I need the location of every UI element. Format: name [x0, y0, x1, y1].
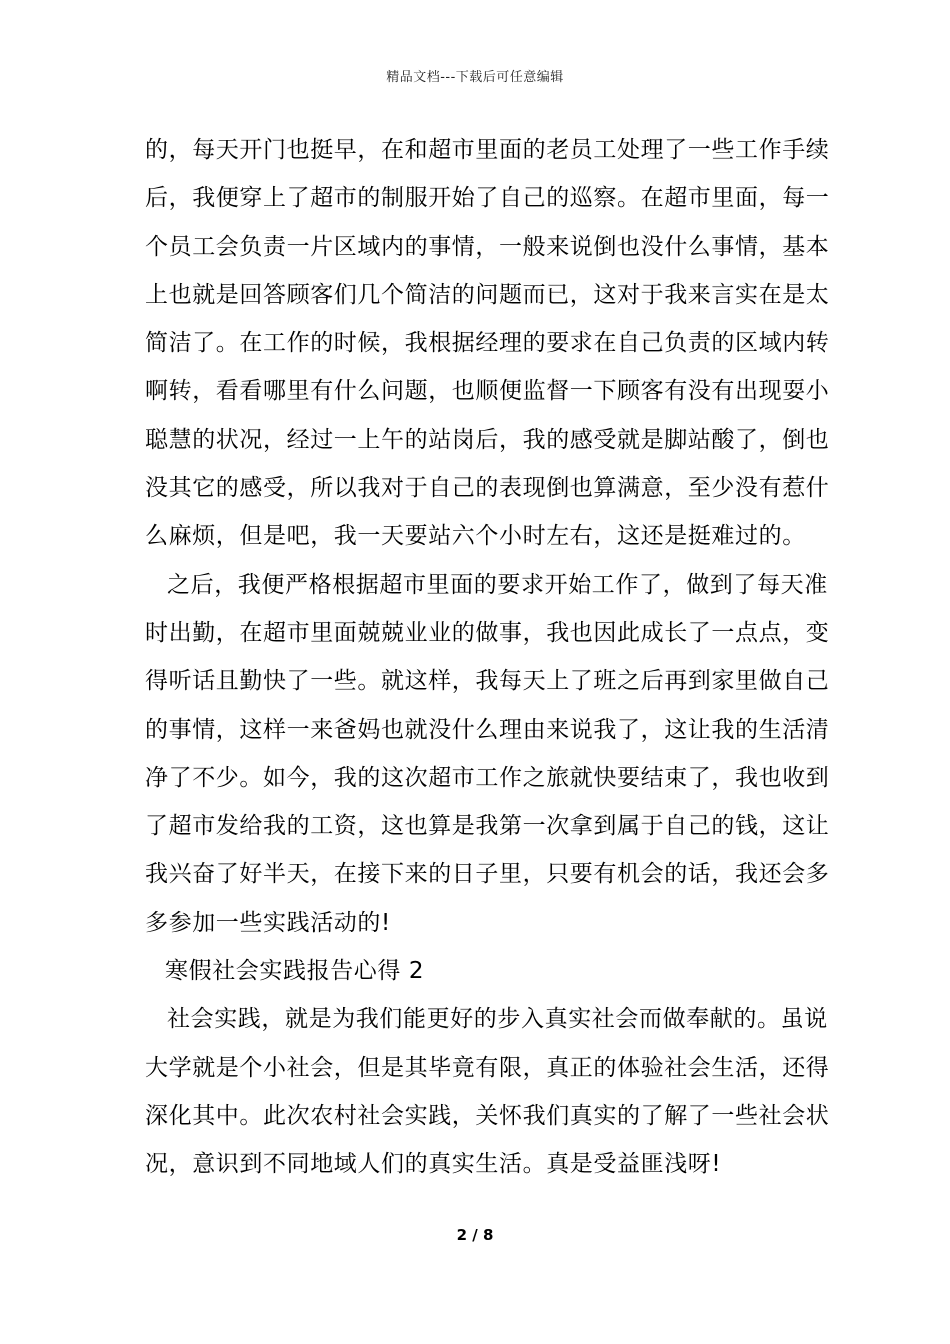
paragraph-line: 上也就是回答顾客们几个简洁的问题而已，这对于我来言实在是太 [145, 281, 830, 308]
paragraph-line: 个员工会负责一片区域内的事情，一般来说倒也没什么事情，基本 [145, 233, 830, 260]
paragraph-line: 么麻烦，但是吧，我一天要站六个小时左右，这还是挺难过的。 [145, 523, 806, 550]
paragraph-line: 的事情，这样一来爸妈也就没什么理由来说我了，这让我的生活清 [145, 716, 830, 743]
paragraph-line: 得听话且勤快了一些。就这样，我每天上了班之后再到家里做自己 [145, 668, 830, 695]
paragraph-line: 况，意识到不同地域人们的真实生活。真是受益匪浅呀! [145, 1151, 722, 1178]
paragraph-line: 时出勤，在超市里面兢兢业业的做事，我也因此成长了一点点，变 [145, 619, 830, 646]
paragraph-line: 大学就是个小社会，但是其毕竟有限，真正的体验社会生活，还得 [145, 1054, 830, 1081]
paragraph-line: 啊转，看看哪里有什么问题，也顺便监督一下顾客有没有出现耍小 [145, 378, 830, 405]
page-header: 精品文档---下载后可任意编辑 [386, 70, 564, 85]
paragraph-line: 净了不少。如今，我的这次超市工作之旅就快要结束了，我也收到 [145, 764, 830, 791]
paragraph-line: 聪慧的状况，经过一上午的站岗后，我的感受就是脚站酸了，倒也 [145, 426, 830, 453]
document-body [145, 126, 830, 1189]
paragraph-line: 简洁了。在工作的时候，我根据经理的要求在自己负责的区域内转 [145, 330, 830, 357]
paragraph-line: 后，我便穿上了超市的制服开始了自己的巡察。在超市里面，每一 [145, 185, 830, 212]
paragraph-line: 没其它的感受，所以我对于自己的表现倒也算满意，至少没有惹什 [145, 475, 830, 502]
paragraph-line: 了超市发给我的工资，这也算是我第一次拿到属于自己的钱，这让 [145, 813, 830, 840]
paragraph-line: 之后，我便严格根据超市里面的要求开始工作了，做到了每天准 [167, 571, 828, 598]
paragraph-line: 的，每天开门也挺早，在和超市里面的老员工处理了一些工作手续 [145, 137, 830, 163]
paragraph-line: 多参加一些实践活动的! [145, 909, 391, 936]
section-heading: 寒假社会实践报告心得 2 [165, 958, 425, 985]
paragraph-line: 社会实践，就是为我们能更好的步入真实社会而做奉献的。虽说 [167, 1006, 828, 1033]
paragraph-line: 我兴奋了好半天，在接下来的日子里，只要有机会的话，我还会多 [145, 861, 830, 888]
page-number: 2 / 8 [456, 1226, 494, 1244]
paragraph-line: 深化其中。此次农村社会实践，关怀我们真实的了解了一些社会状 [145, 1102, 830, 1129]
